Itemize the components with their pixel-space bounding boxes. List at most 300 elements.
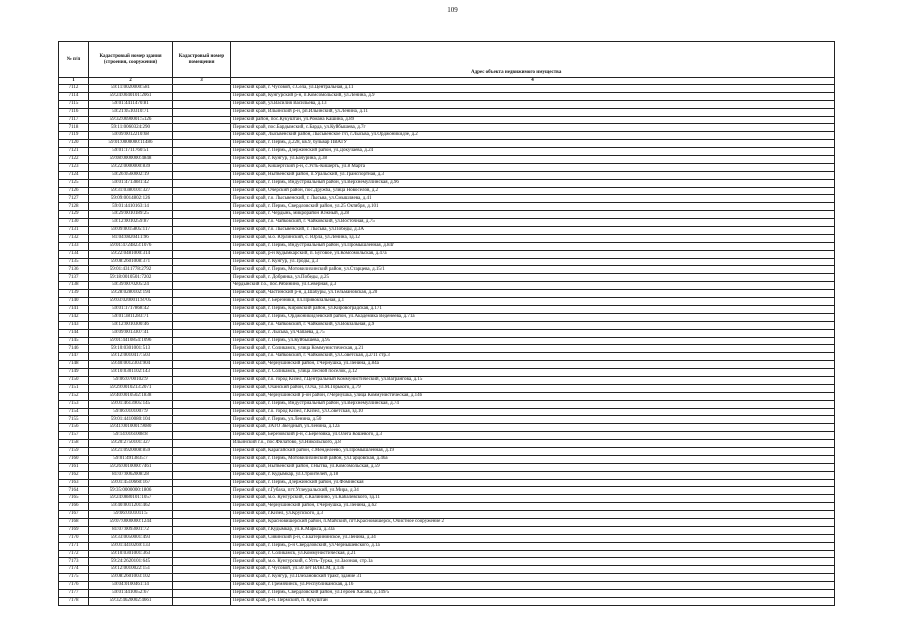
table-row (59, 495, 835, 503)
row-number: 7176 (59, 582, 89, 590)
table-row (59, 100, 835, 108)
row-number: 7169 (59, 526, 89, 534)
address-cell: Пермский край, г. Пермь, ул.Куйбышева, д.95 (231, 337, 835, 345)
cadastral-number: 59:31:0380101:327 (89, 187, 173, 195)
room-number (173, 163, 231, 171)
room-number (173, 187, 231, 195)
table-row (59, 455, 835, 463)
cadastral-number: 59:29:0010213:2071 (89, 384, 173, 392)
cadastral-number: 59:08:0000000:4848 (89, 156, 173, 164)
address-cell: Ильинский г.о., пос.Филатово, ул.Никольского, д.8 (231, 440, 835, 448)
row-number: 7143 (59, 321, 89, 329)
room-number (173, 526, 231, 534)
room-number (173, 361, 231, 369)
room-number (173, 258, 231, 266)
address-cell: Пермский край, г. Соликамск, ул.Коммунистическая, д.21 (231, 550, 835, 558)
table-row (59, 195, 835, 203)
address-cell: Пермский край, г.Губаха, пгт.Углеуральский, ул.Мира, д.34 (231, 487, 835, 495)
property-table (58, 41, 835, 606)
cadastral-number: 59:12:0010417:503 (89, 353, 173, 361)
cadastral-number: 59:22:0000000:839 (89, 163, 173, 171)
cadastral-number: 81:07:0062008:28 (89, 471, 173, 479)
row-number: 7177 (59, 590, 89, 598)
room-number (173, 211, 231, 219)
row-number: 7158 (59, 440, 89, 448)
address-cell: Пермский край, г.о. Чайковский, г. Чайковский, ул.Советская, д.2/11 стр.3 (231, 353, 835, 361)
row-number: 7132 (59, 234, 89, 242)
row-number: 7117 (59, 116, 89, 124)
room-number (173, 203, 231, 211)
room-number (173, 290, 231, 298)
row-number: 7138 (59, 282, 89, 290)
table-row (59, 479, 835, 487)
address-cell: Пермский край, Кишертский р-н, с.Усть-Кишерть, ул.8 Марта (231, 163, 835, 171)
room-number (173, 597, 231, 605)
address-cell: Пермский край, г. Кунгур, ул.Плехановский тракт, здание 31 (231, 574, 835, 582)
cadastral-number: 59:32:0690001:5126 (89, 116, 173, 124)
table-row (59, 313, 835, 321)
row-number: 7166 (59, 503, 89, 511)
row-number: 7130 (59, 219, 89, 227)
address-cell: Пермский край, г. Гремячинск, ул.Республиканская, д.16 (231, 582, 835, 590)
room-number (173, 321, 231, 329)
cadastral-number: 59:01:0000000:11486 (89, 140, 173, 148)
address-cell: Пермский край, г. Пермь, Мотовилихинский район, ул.Старцева, д.15/1 (231, 266, 835, 274)
row-number: 7163 (59, 479, 89, 487)
table-row (59, 203, 835, 211)
room-number (173, 542, 231, 550)
address-cell: Пермский край, г. Пермь, Дзержинский район, ул.Фоминская (231, 479, 835, 487)
table-row (59, 92, 835, 100)
address-cell: Пермский край, м.о. Юрлинский, с. Юрла, ул.Ленина, зд.12 (231, 234, 835, 242)
row-number: 7162 (59, 471, 89, 479)
room-number (173, 424, 231, 432)
col-number: 4 (231, 78, 835, 85)
cadastral-number: 59:06:0101011:5 (89, 511, 173, 519)
room-number (173, 266, 231, 274)
table-row (59, 250, 835, 258)
row-number: 7133 (59, 242, 89, 250)
room-number (173, 345, 231, 353)
table-row (59, 566, 835, 574)
address-cell: Пермский край, г.о. Чайковский, г. Чайковский, ул.Восточная, д.75 (231, 219, 835, 227)
table-row (59, 408, 835, 416)
table-row (59, 179, 835, 187)
room-number (173, 455, 231, 463)
table-row (59, 400, 835, 408)
cadastral-number: 59:01:4410080:104 (89, 416, 173, 424)
table-row (59, 298, 835, 306)
column-number-row (59, 78, 835, 85)
table-row (59, 503, 835, 511)
row-number: 7172 (59, 550, 89, 558)
cadastral-number: 59:24:0040101:2061 (89, 92, 173, 100)
row-number: 7116 (59, 108, 89, 116)
table-row (59, 550, 835, 558)
row-number: 7147 (59, 353, 89, 361)
address-cell: Пермский край, г. Пермь, Орджоникидзевский район, ул.Академика Веденеева, д.71а (231, 313, 835, 321)
address-cell: Пермский край, г. Чердынь, микрорайон Южный, д.28 (231, 211, 835, 219)
row-number: 7173 (59, 558, 89, 566)
table-row (59, 463, 835, 471)
room-number (173, 534, 231, 542)
address-cell: Пермский край, г.Кудымкар, ул.К.Маркса, д.33а (231, 526, 835, 534)
room-number (173, 282, 231, 290)
row-number: 7174 (59, 566, 89, 574)
cadastral-number: 59:12:0010300:46 (89, 321, 173, 329)
row-number: 7167 (59, 511, 89, 519)
room-number (173, 242, 231, 250)
table-row (59, 440, 835, 448)
cadastral-number: 59:01:4510660:167 (89, 479, 173, 487)
cadastral-number: 59:10:0301001:363 (89, 550, 173, 558)
address-cell: Чердынский г.о., пос.Рябинино, ул.Северная, д.3 (231, 282, 835, 290)
cadastral-number: 59:24:0880101:1057 (89, 495, 173, 503)
address-cell: Пермский край, г. Пермь, Индустриальный район, ул.Верхнемуллинская, д.74 (231, 400, 835, 408)
cadastral-number: 59:08:2601003:102 (89, 574, 173, 582)
address-cell: Пермский край, г. Соликамск, улица Лесной поселок, д.12 (231, 369, 835, 377)
row-number: 7136 (59, 266, 89, 274)
row-number: 7140 (59, 298, 89, 306)
address-cell: Пермский край, г. Пермь, р-н Свердловский, ул.Чернышевского, д.1а (231, 542, 835, 550)
row-number: 7135 (59, 258, 89, 266)
table-row (59, 132, 835, 140)
cadastral-number: 59:10:0301102:143 (89, 369, 173, 377)
table-row (59, 432, 835, 440)
room-number (173, 590, 231, 598)
room-number (173, 392, 231, 400)
row-number: 7151 (59, 384, 89, 392)
row-number: 7125 (59, 179, 89, 187)
table-row (59, 542, 835, 550)
cadastral-number: 59:41:0010001:9080 (89, 424, 173, 432)
table-header-row (59, 42, 835, 78)
room-number (173, 495, 231, 503)
room-number (173, 487, 231, 495)
table-row (59, 85, 835, 93)
room-number (173, 337, 231, 345)
cadastral-number: 59:12:0010022:151 (89, 566, 173, 574)
address-cell: Пермский край, г.о. город Кизел, г.Кизел, ул.Советская, зд.10 (231, 408, 835, 416)
row-number: 7137 (59, 274, 89, 282)
row-number: 7120 (59, 140, 89, 148)
row-number: 7149 (59, 369, 89, 377)
room-number (173, 179, 231, 187)
cadastral-number: 59:39:0070205:24 (89, 282, 173, 290)
cadastral-number: 59:01:3811283:71 (89, 313, 173, 321)
room-number (173, 376, 231, 384)
room-number (173, 463, 231, 471)
table-row (59, 274, 835, 282)
address-cell: Пермский край, г. Пермь, Свердловский район, ул.Героев Хасана, д.149/5 (231, 590, 835, 598)
cadastral-number: 59:01:4713881:42 (89, 179, 173, 187)
room-number (173, 108, 231, 116)
address-cell: Пермский край, г. Пермь, д.228, кв.9, бульвар ПВАТУ (231, 140, 835, 148)
table-row (59, 526, 835, 534)
cadastral-number: 59:06:0700102:9 (89, 376, 173, 384)
table-row (59, 329, 835, 337)
address-cell: Пермский край, Кунгурский р-н, п.Комсомольский, ул.Ленина, д.9 (231, 92, 835, 100)
address-cell: Пермский край, г. Пермь, Кировский район, ул.Кировоградская, д.171 (231, 305, 835, 313)
row-number: 7155 (59, 416, 89, 424)
row-number: 7161 (59, 463, 89, 471)
row-number: 7156 (59, 424, 89, 432)
cadastral-number: 59:01:4311778:2792 (89, 266, 173, 274)
room-number (173, 479, 231, 487)
row-number: 7119 (59, 132, 89, 140)
cadastral-number: 59:09:0014802:126 (89, 195, 173, 203)
room-number (173, 234, 231, 242)
row-number: 7160 (59, 455, 89, 463)
table-row (59, 321, 835, 329)
room-number (173, 384, 231, 392)
room-number (173, 558, 231, 566)
room-number (173, 274, 231, 282)
address-cell: Пермский край, Ильинский р-н, рп.Ильинский, ул.Ленина, д.11 (231, 108, 835, 116)
cadastral-number: 59:01:1711760:51 (89, 148, 173, 156)
cadastral-number: 59:24:2620101:645 (89, 558, 173, 566)
address-cell: Пермский край, г.о. Лысьвенский, г. Лысьва, ул.Победы, д.3А (231, 227, 835, 235)
cadastral-number: 59:01:4411470:81 (89, 100, 173, 108)
table-row (59, 156, 835, 164)
room-number (173, 100, 231, 108)
table-row (59, 337, 835, 345)
address-cell: Пермский край, Красновишерский район, п.Майский, пгт.Красновишерск, Очистное сооружение 2 (231, 518, 835, 526)
row-number: 7159 (59, 447, 89, 455)
address-cell: Пермский край, г.Кизел, ул.Крупского, д.3 (231, 511, 835, 519)
row-number: 7178 (59, 597, 89, 605)
cadastral-number: 59:11:0020000:581 (89, 85, 173, 93)
cadastral-number: 81:04:0820411:96 (89, 234, 173, 242)
address-cell: Пермский край, г. Пермь, Дзержинский район, ул.Докучаева, д.24 (231, 148, 835, 156)
row-number: 7134 (59, 250, 89, 258)
row-number: 7121 (59, 148, 89, 156)
row-number: 7114 (59, 92, 89, 100)
table-row (59, 558, 835, 566)
row-number: 7171 (59, 542, 89, 550)
table-row (59, 574, 835, 582)
row-number: 7139 (59, 290, 89, 298)
row-number: 7141 (59, 305, 89, 313)
col-number: 2 (89, 78, 173, 85)
address-cell: Пермский край, м.о. Кунгурский, с.Калинино, ул.Кабалевского, зд.11 (231, 495, 835, 503)
table-row (59, 116, 835, 124)
row-number: 7126 (59, 187, 89, 195)
cadastral-number: 59:40:0011201:462 (89, 503, 173, 511)
cadastral-number: 59:01:4613905:145 (89, 400, 173, 408)
cadastral-number: 59:01:4410854:1096 (89, 337, 173, 345)
row-number: 7146 (59, 345, 89, 353)
cadastral-number: 59:32:4620002:4661 (89, 597, 173, 605)
room-number (173, 353, 231, 361)
header-address: Адрес объекта недвижимого имущества (231, 42, 835, 78)
row-number: 7142 (59, 313, 89, 321)
address-cell: Пермский край, Нытвенский район, г.Нытва, ул.Комсомольская, д.59 (231, 463, 835, 471)
cadastral-number: 59:10:0301001:513 (89, 345, 173, 353)
cadastral-number: 59:12:0010259:87 (89, 219, 173, 227)
room-number (173, 250, 231, 258)
table-row (59, 487, 835, 495)
row-number: 7128 (59, 203, 89, 211)
address-cell: Пермский край, г. Пермь, ул.Ленина, д.50 (231, 416, 835, 424)
address-cell: Пермский край, Карагайский район, с.Менделеево, ул.Промышленная, д.19 (231, 447, 835, 455)
address-cell: Пермский край, Сивинский р-н, с.Екатерининское, ул.Ленина, д.34 (231, 534, 835, 542)
col-number: 3 (173, 78, 231, 85)
cadastral-number: 59:06:0101007:9 (89, 408, 173, 416)
room-number (173, 85, 231, 93)
cadastral-number: 59:20:2750101:327 (89, 440, 173, 448)
table-body (59, 85, 835, 606)
row-number: 7154 (59, 408, 89, 416)
table-row (59, 187, 835, 195)
room-number (173, 329, 231, 337)
table-row (59, 148, 835, 156)
table-row (59, 471, 835, 479)
room-number (173, 227, 231, 235)
address-cell: Пермский край, Березовский р-н, с.Березовка, ул.Олега Кошевого, д.3 (231, 432, 835, 440)
table-row (59, 290, 835, 298)
address-cell: Пермский край, г. Кунгур, ул.Бачурина, д.38 (231, 156, 835, 164)
table-row (59, 384, 835, 392)
col-number: 1 (59, 78, 89, 85)
cadastral-number: 59:01:4410163:14 (89, 203, 173, 211)
cadastral-number: 59:04:0100461:14 (89, 582, 173, 590)
table-row (59, 590, 835, 598)
row-number: 7148 (59, 361, 89, 369)
table-row (59, 345, 835, 353)
cadastral-number: 59:07:0000000:1244 (89, 518, 173, 526)
table-row (59, 447, 835, 455)
address-cell: Пермский край, ул.Василия Васильева, д.13 (231, 100, 835, 108)
address-cell: Пермский край, г. Березники, пл.Привокзальная, д.1 (231, 298, 835, 306)
room-number (173, 447, 231, 455)
room-number (173, 432, 231, 440)
table-row (59, 361, 835, 369)
cadastral-number: 59:09:0012210:68 (89, 132, 173, 140)
table-row (59, 242, 835, 250)
cadastral-number: 59:11:0060324:290 (89, 124, 173, 132)
address-cell: Пермский край, г. Соликамск, улица Коммунистическая, д.21 (231, 345, 835, 353)
cadastral-number: 59:22:0481000:314 (89, 250, 173, 258)
room-number (173, 156, 231, 164)
cadastral-number: 59:09:0013307:41 (89, 329, 173, 337)
cadastral-number: 59:29:0010189:25 (89, 211, 173, 219)
cadastral-number: 59:08:2601008:371 (89, 258, 173, 266)
table-row (59, 597, 835, 605)
room-number (173, 305, 231, 313)
cadastral-number: 59:26:0560002:19 (89, 171, 173, 179)
room-number (173, 171, 231, 179)
room-number (173, 132, 231, 140)
cadastral-number: 59:26:0010000:7461 (89, 463, 173, 471)
cadastral-number: 59:01:4410269:133 (89, 542, 173, 550)
row-number: 7150 (59, 376, 89, 384)
room-number (173, 400, 231, 408)
cadastral-number: 59:18:0010501:7202 (89, 274, 173, 282)
table-row (59, 518, 835, 526)
cadastral-number: 81:07:0093001:72 (89, 526, 173, 534)
room-number (173, 408, 231, 416)
table-row (59, 353, 835, 361)
table-row (59, 163, 835, 171)
address-cell: Пермский край, Чернушинский район, г.Чернушка, ул.Ленина, д.62 (231, 503, 835, 511)
address-cell: Пермский край, пос.Бардымский, с.Барда, ул.Куйбышева, д.7г (231, 124, 835, 132)
address-cell: Пермский край, г. Добрянка, ул.Победы, д.25 (231, 274, 835, 282)
room-number (173, 298, 231, 306)
room-number (173, 140, 231, 148)
cadastral-number: 59:21:0510310:71 (89, 108, 173, 116)
table-row (59, 582, 835, 590)
address-cell: Пермский край, ЗАТО Звёздный, ул.Ленина, д.12а (231, 424, 835, 432)
table-row (59, 227, 835, 235)
address-cell: Пермский край, Оханский район, г.Оха, ул.М.Горького, д.79 (231, 384, 835, 392)
address-cell: Пермский край, г. Кунгур, ул.Троды, д.3 (231, 258, 835, 266)
address-cell: Пермский край, г. Лысьва, ул.Чапаева, д.75 (231, 329, 835, 337)
room-number (173, 116, 231, 124)
table-row (59, 282, 835, 290)
address-cell: Пермский край, Частинский р-н, д.Шабуры, ул.Тельмановская, д.20 (231, 290, 835, 298)
table-row (59, 140, 835, 148)
row-number: 7122 (59, 156, 89, 164)
row-number: 7170 (59, 534, 89, 542)
table-row (59, 258, 835, 266)
row-number: 7127 (59, 195, 89, 203)
address-cell: Пермский край, г. Кудымкар, ул.Строителей, д.18 (231, 471, 835, 479)
row-number: 7112 (59, 85, 89, 93)
cadastral-number: 59:40:0012303:904 (89, 361, 173, 369)
row-number: 7168 (59, 518, 89, 526)
row-number: 7118 (59, 124, 89, 132)
room-number (173, 503, 231, 511)
room-number (173, 313, 231, 321)
room-number (173, 566, 231, 574)
room-number (173, 148, 231, 156)
table-row (59, 211, 835, 219)
room-number (173, 440, 231, 448)
row-number: 7152 (59, 392, 89, 400)
cadastral-number: 59:03:0200011:8705 (89, 298, 173, 306)
table-row (59, 376, 835, 384)
row-number: 7165 (59, 495, 89, 503)
room-number (173, 124, 231, 132)
cadastral-number: 59:28:0280102:194 (89, 290, 173, 298)
row-number: 7157 (59, 432, 89, 440)
room-number (173, 219, 231, 227)
table-row (59, 219, 835, 227)
address-cell: Пермский край, г. Пермь, Индустриальный район, ул.Промышленная, д.84г (231, 242, 835, 250)
cadastral-number: 59:01:1717868:42 (89, 305, 173, 313)
cadastral-number: 59:14:0161008:8 (89, 432, 173, 440)
page-number: 109 (447, 6, 458, 14)
table-row (59, 369, 835, 377)
room-number (173, 195, 231, 203)
address-cell: Пермский край, г. Чусовой, ул.50 лет ВЛКСМ, д.13б (231, 566, 835, 574)
table-row (59, 124, 835, 132)
row-number: 7153 (59, 400, 89, 408)
table-row (59, 266, 835, 274)
table-row (59, 392, 835, 400)
header-cadastral-building: Кадастровый номер здания (строения, сооружения) (89, 42, 173, 78)
header-num: № п/п (59, 42, 89, 78)
room-number (173, 550, 231, 558)
address-cell: Пермский край, м.о. Кунгурский, с.Усть-Турка, ул.Заозная, стр.1а (231, 558, 835, 566)
cadastral-number: 59:01:4724823:1076 (89, 242, 173, 250)
address-cell: Пермский край, г.о. город Кизел, г.Центральный Коммунистический, ул.Вагрангова, д.15 (231, 376, 835, 384)
table-row (59, 108, 835, 116)
address-cell: Пермский край, Чернушинский район, г.Чернушка, ул.Ленина, д.84а (231, 361, 835, 369)
room-number (173, 511, 231, 519)
table-row (59, 234, 835, 242)
